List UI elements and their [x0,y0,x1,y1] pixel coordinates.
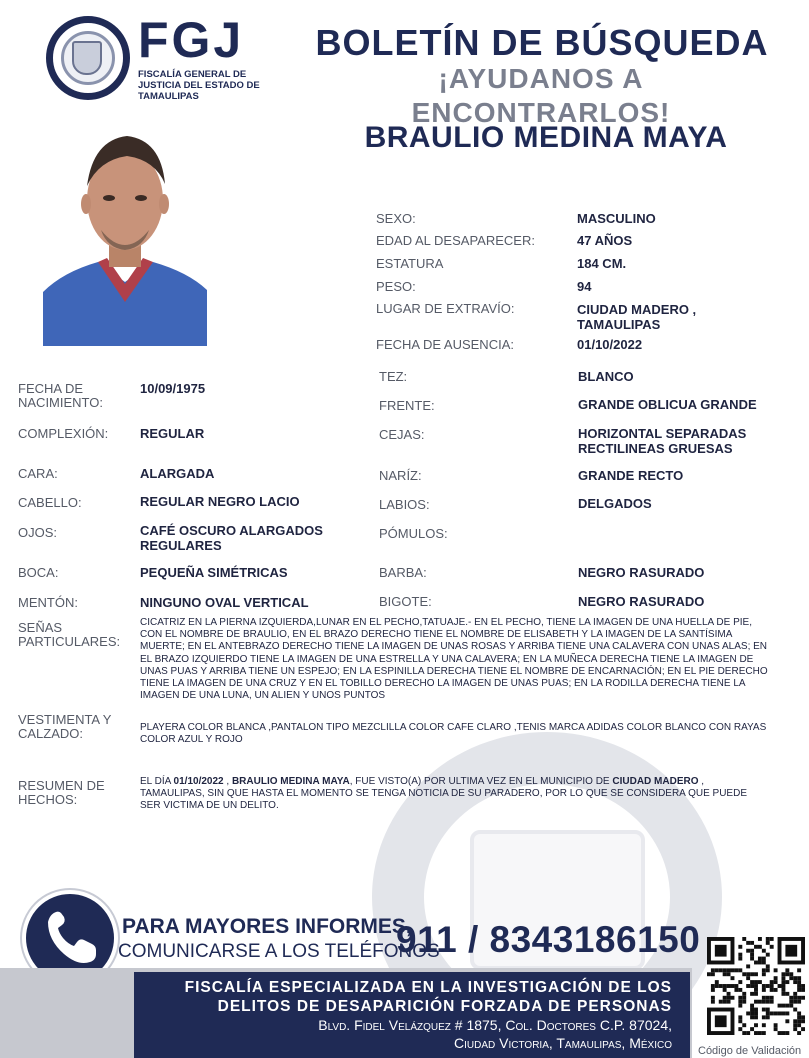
field-label-fecha-ausencia: FECHA DE AUSENCIA: [376,337,514,352]
field-label-edad: EDAD AL DESAPARECER: [376,233,535,248]
field-label-bigote: BIGOTE: [379,594,432,609]
field-value-complexion: REGULAR [140,426,205,441]
field-value-tez: BLANCO [578,369,634,384]
field-label-tez: TEZ: [379,369,408,384]
field-label-frente: FRENTE: [379,398,435,413]
field-value-labios: DELGADOS [578,496,652,511]
field-value-boca: PEQUEÑA SIMÉTRICAS [140,565,288,580]
person-photo [43,122,207,346]
field-label-labios: LABIOS: [379,497,430,512]
fgj-logo-seal [46,16,130,100]
field-value-barba: NEGRO RASURADO [578,565,705,580]
field-label-peso: PESO: [376,279,416,294]
vestimenta-text: PLAYERA COLOR BLANCA ,PANTALON TIPO MEZCLILLA COLOR CAFE CLARO ,TENIS MARCA ADIDAS COLOR BLANCO CON RAYAS COLOR AZUL Y ROJO [140,722,767,746]
senas-label: SEÑAS PARTICULARES: [18,620,121,649]
bulletin-subtitle: ¡AYUDANOS A ENCONTRARLOS! [411,63,671,128]
address-line-2: Ciudad Victoria, Tamaulipas, México [454,1035,672,1051]
address-line-1: Blvd. Fidel Velázquez # 1875, Col. Doctores C.P. 87024, [318,1017,672,1033]
field-value-estatura: 184 CM. [577,256,627,271]
logo-text: FGJ [138,12,245,68]
field-label-estatura: ESTATURA [376,256,444,271]
qr-caption: Código de Validación [698,1045,802,1057]
field-label-cabello: CABELLO: [18,495,82,510]
bulletin-title: BOLETÍN DE BÚSQUEDA [315,22,769,63]
field-label-cara: CARA: [18,466,58,481]
person-name: BRAULIO MEDINA MAYA [364,121,728,154]
field-value-bigote: NEGRO RASURADO [578,594,705,609]
field-value-cejas: HORIZONTAL SEPARADAS RECTILINEAS GRUESAS [578,426,747,456]
field-value-ojos: CAFÉ OSCURO ALARGADOS REGULARES [140,523,323,553]
field-label-pomulos: PÓMULOS: [379,526,448,541]
field-value-menton: NINGUNO OVAL VERTICAL [140,595,309,610]
field-label-complexion: COMPLEXIÓN: [18,426,109,441]
field-label-nariz: NARÍZ: [379,468,422,483]
phone-numbers[interactable]: 911 / 8343186150 [396,919,701,960]
field-value-cabello: REGULAR NEGRO LACIO [140,494,300,509]
field-label-lugar: LUGAR DE EXTRAVÍO: [376,301,515,316]
qr-code[interactable] [707,937,805,1035]
resumen-city: CIUDAD MADERO [612,776,699,787]
field-value-sexo: MASCULINO [577,211,656,226]
resumen-date: 01/10/2022 [173,776,224,787]
field-value-peso: 94 [577,279,592,294]
contact-heading: PARA MAYORES INFORMES, [122,915,412,938]
field-value-cara: ALARGADA [140,466,215,481]
field-value-fecha-ausencia: 01/10/2022 [577,337,643,352]
field-value-nariz: GRANDE RECTO [578,468,684,483]
fiscalia-line-2: DELITOS DE DESAPARICIÓN FORZADA DE PERSONAS [217,998,672,1015]
contact-subheading: COMUNICARSE A LOS TELÉFONOS [118,941,440,962]
field-label-boca: BOCA: [18,565,59,580]
field-label-ojos: OJOS: [18,525,58,540]
logo-subtitle: FISCALÍA GENERAL DE JUSTICIA DEL ESTADO DE TAMAULIPAS [138,69,260,102]
senas-text: CICATRIZ EN LA PIERNA IZQUIERDA,LUNAR EN EL PECHO,TATUAJE.- EN EL PECHO, TIENE LA IMAGEN DE UNA HUELLA DE PIE, CON EL NOMBRE DE BRAULIO, EN EL BRAZO DERECHO TIENE EL NOMBRE DE ELISABETH Y LA IMAGEN DE LA SANTÍSIMA MUERTE; EN EL ANTEBRAZO DERECHO TIENE LA IMAGEN DE UNAS ROSAS Y ARRIBA TIENE UNA CALAVERA CON UNAS ALAS; EN EL BRAZO IZQUIERDO TIENE LA IMAGEN DE UNA ESTRELLA Y UNA CALAVERA; EN LA MUÑECA DERECHA TIENE LA IMAGEN DE UNAS PUAS Y ARRIBA TIENE UN ESPEJO; EN LA ESPINILLA DERECHA TIENE EL NOMBRE DE ENCARNACIÓN; EN EL PIE DERECHO TIENE LA IMAGEN DE UNA CRUZ Y EN EL TOBILLO DERECHO LA IMAGEN DE UNAS PUAS; EN LA RODILLA DERECHA TIENE LA IMAGEN DE UNA LUNA, UN ALIEN Y UNOS PUNTOS [140,617,768,702]
resumen-name: BRAULIO MEDINA MAYA [231,776,350,787]
field-value-nacimiento: 10/09/1975 [140,381,206,396]
field-label-barba: BARBA: [379,565,427,580]
field-label-menton: MENTÓN: [18,595,78,610]
field-label-sexo: SEXO: [376,211,416,226]
resumen-label: RESUMEN DE HECHOS: [18,778,105,807]
field-value-frente: GRANDE OBLICUA GRANDE [578,397,757,412]
field-label-nacimiento: FECHA DE NACIMIENTO: [18,381,103,410]
vestimenta-label: VESTIMENTA Y CALZADO: [18,712,112,741]
field-label-cejas: CEJAS: [379,427,425,442]
field-value-edad: 47 AÑOS [577,233,633,248]
fiscalia-line-1: FISCALÍA ESPECIALIZADA EN LA INVESTIGACIÓN DE LOS [184,979,672,996]
resumen-text: EL DÍA 01/10/2022 , BRAULIO MEDINA MAYA, FUE VISTO(A) POR ULTIMA VEZ EN EL MUNICIPIO DE CIUDAD MADERO , TAMAULIPAS, SIN QUE HASTA EL MOMENTO SE TENGA NOTICIA DE SU PARADERO, POR LO QUE SE CONSIDERA QUE PUEDE SER VICTIMA DE UN DELITO. [140,776,747,812]
field-value-lugar: CIUDAD MADERO , TAMAULIPAS [577,302,697,332]
